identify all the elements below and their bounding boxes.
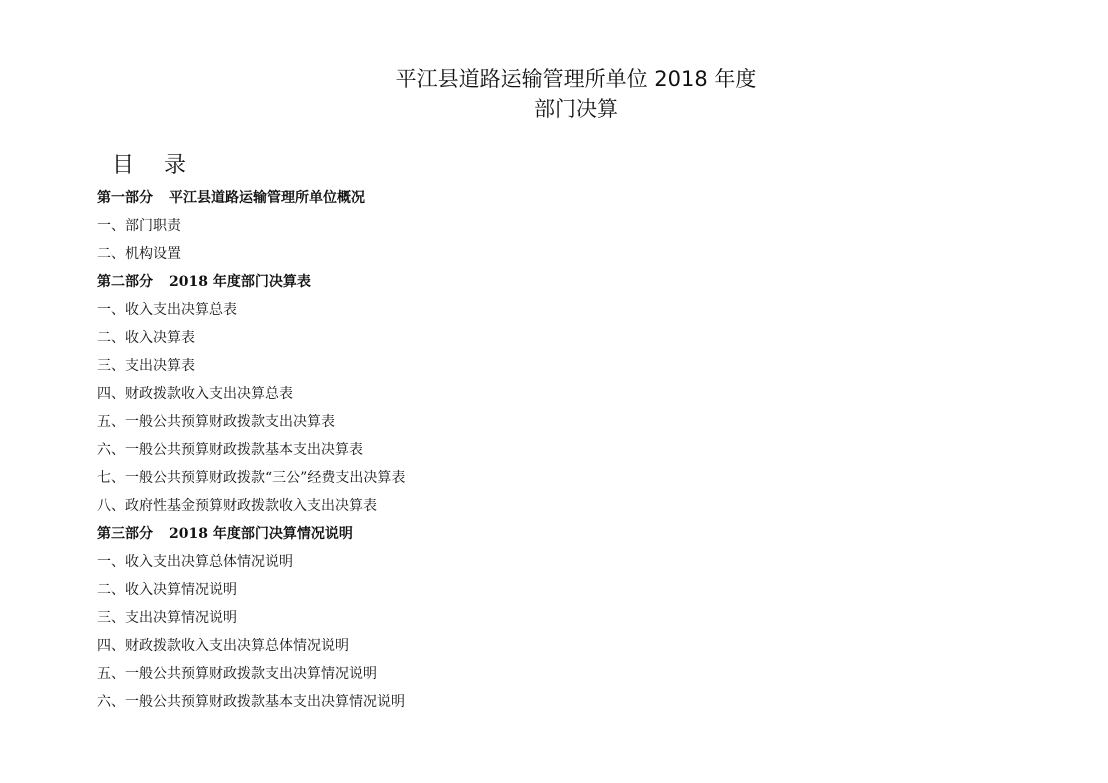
document-title	[0, 64, 1108, 124]
toc-item[interactable]: 六、一般公共预算财政拨款基本支出决算表	[97, 442, 363, 458]
toc-part-1[interactable]	[97, 184, 405, 212]
toc-list	[97, 184, 405, 716]
toc-item[interactable]: 二、收入决算情况说明	[97, 582, 237, 598]
toc-item[interactable]: 六、一般公共预算财政拨款基本支出决算情况说明	[97, 694, 405, 710]
toc-item[interactable]: 七、一般公共预算财政拨款“三公”经费支出决算表	[97, 470, 406, 486]
toc-item[interactable]: 二、收入决算表	[97, 330, 195, 346]
document-title-line-2: 部门决算	[534, 97, 618, 121]
toc-item[interactable]: 四、财政拨款收入支出决算总体情况说明	[97, 638, 349, 654]
toc-part-title: 2018 年度部门决算表	[169, 274, 311, 290]
toc-part-number: 第二部分	[97, 274, 153, 290]
toc-item[interactable]: 八、政府性基金预算财政拨款收入支出决算表	[97, 498, 377, 514]
toc-part-title: 2018 年度部门决算情况说明	[169, 526, 353, 542]
toc-item[interactable]: 一、收入支出决算总表	[97, 302, 237, 318]
document-title-line-1: 平江县道路运输管理所单位 2018 年度	[395, 67, 757, 91]
toc-part-title: 平江县道路运输管理所单位概况	[169, 190, 365, 206]
toc-item[interactable]: 四、财政拨款收入支出决算总表	[97, 386, 293, 402]
toc-item[interactable]: 五、一般公共预算财政拨款支出决算表	[97, 414, 335, 430]
toc-part-number: 第一部分	[97, 190, 153, 206]
toc-item[interactable]: 五、一般公共预算财政拨款支出决算情况说明	[97, 666, 377, 682]
toc-item[interactable]: 三、支出决算情况说明	[97, 610, 237, 626]
toc-item[interactable]: 二、机构设置	[97, 246, 181, 262]
toc-item[interactable]: 一、收入支出决算总体情况说明	[97, 554, 293, 570]
toc-item[interactable]: 一、部门职责	[97, 218, 181, 234]
toc-item[interactable]: 三、支出决算表	[97, 358, 195, 374]
toc-part-2[interactable]	[97, 268, 405, 296]
toc-part-3[interactable]	[97, 520, 405, 548]
toc-heading: 目录	[112, 153, 217, 178]
toc-part-number: 第三部分	[97, 526, 153, 542]
